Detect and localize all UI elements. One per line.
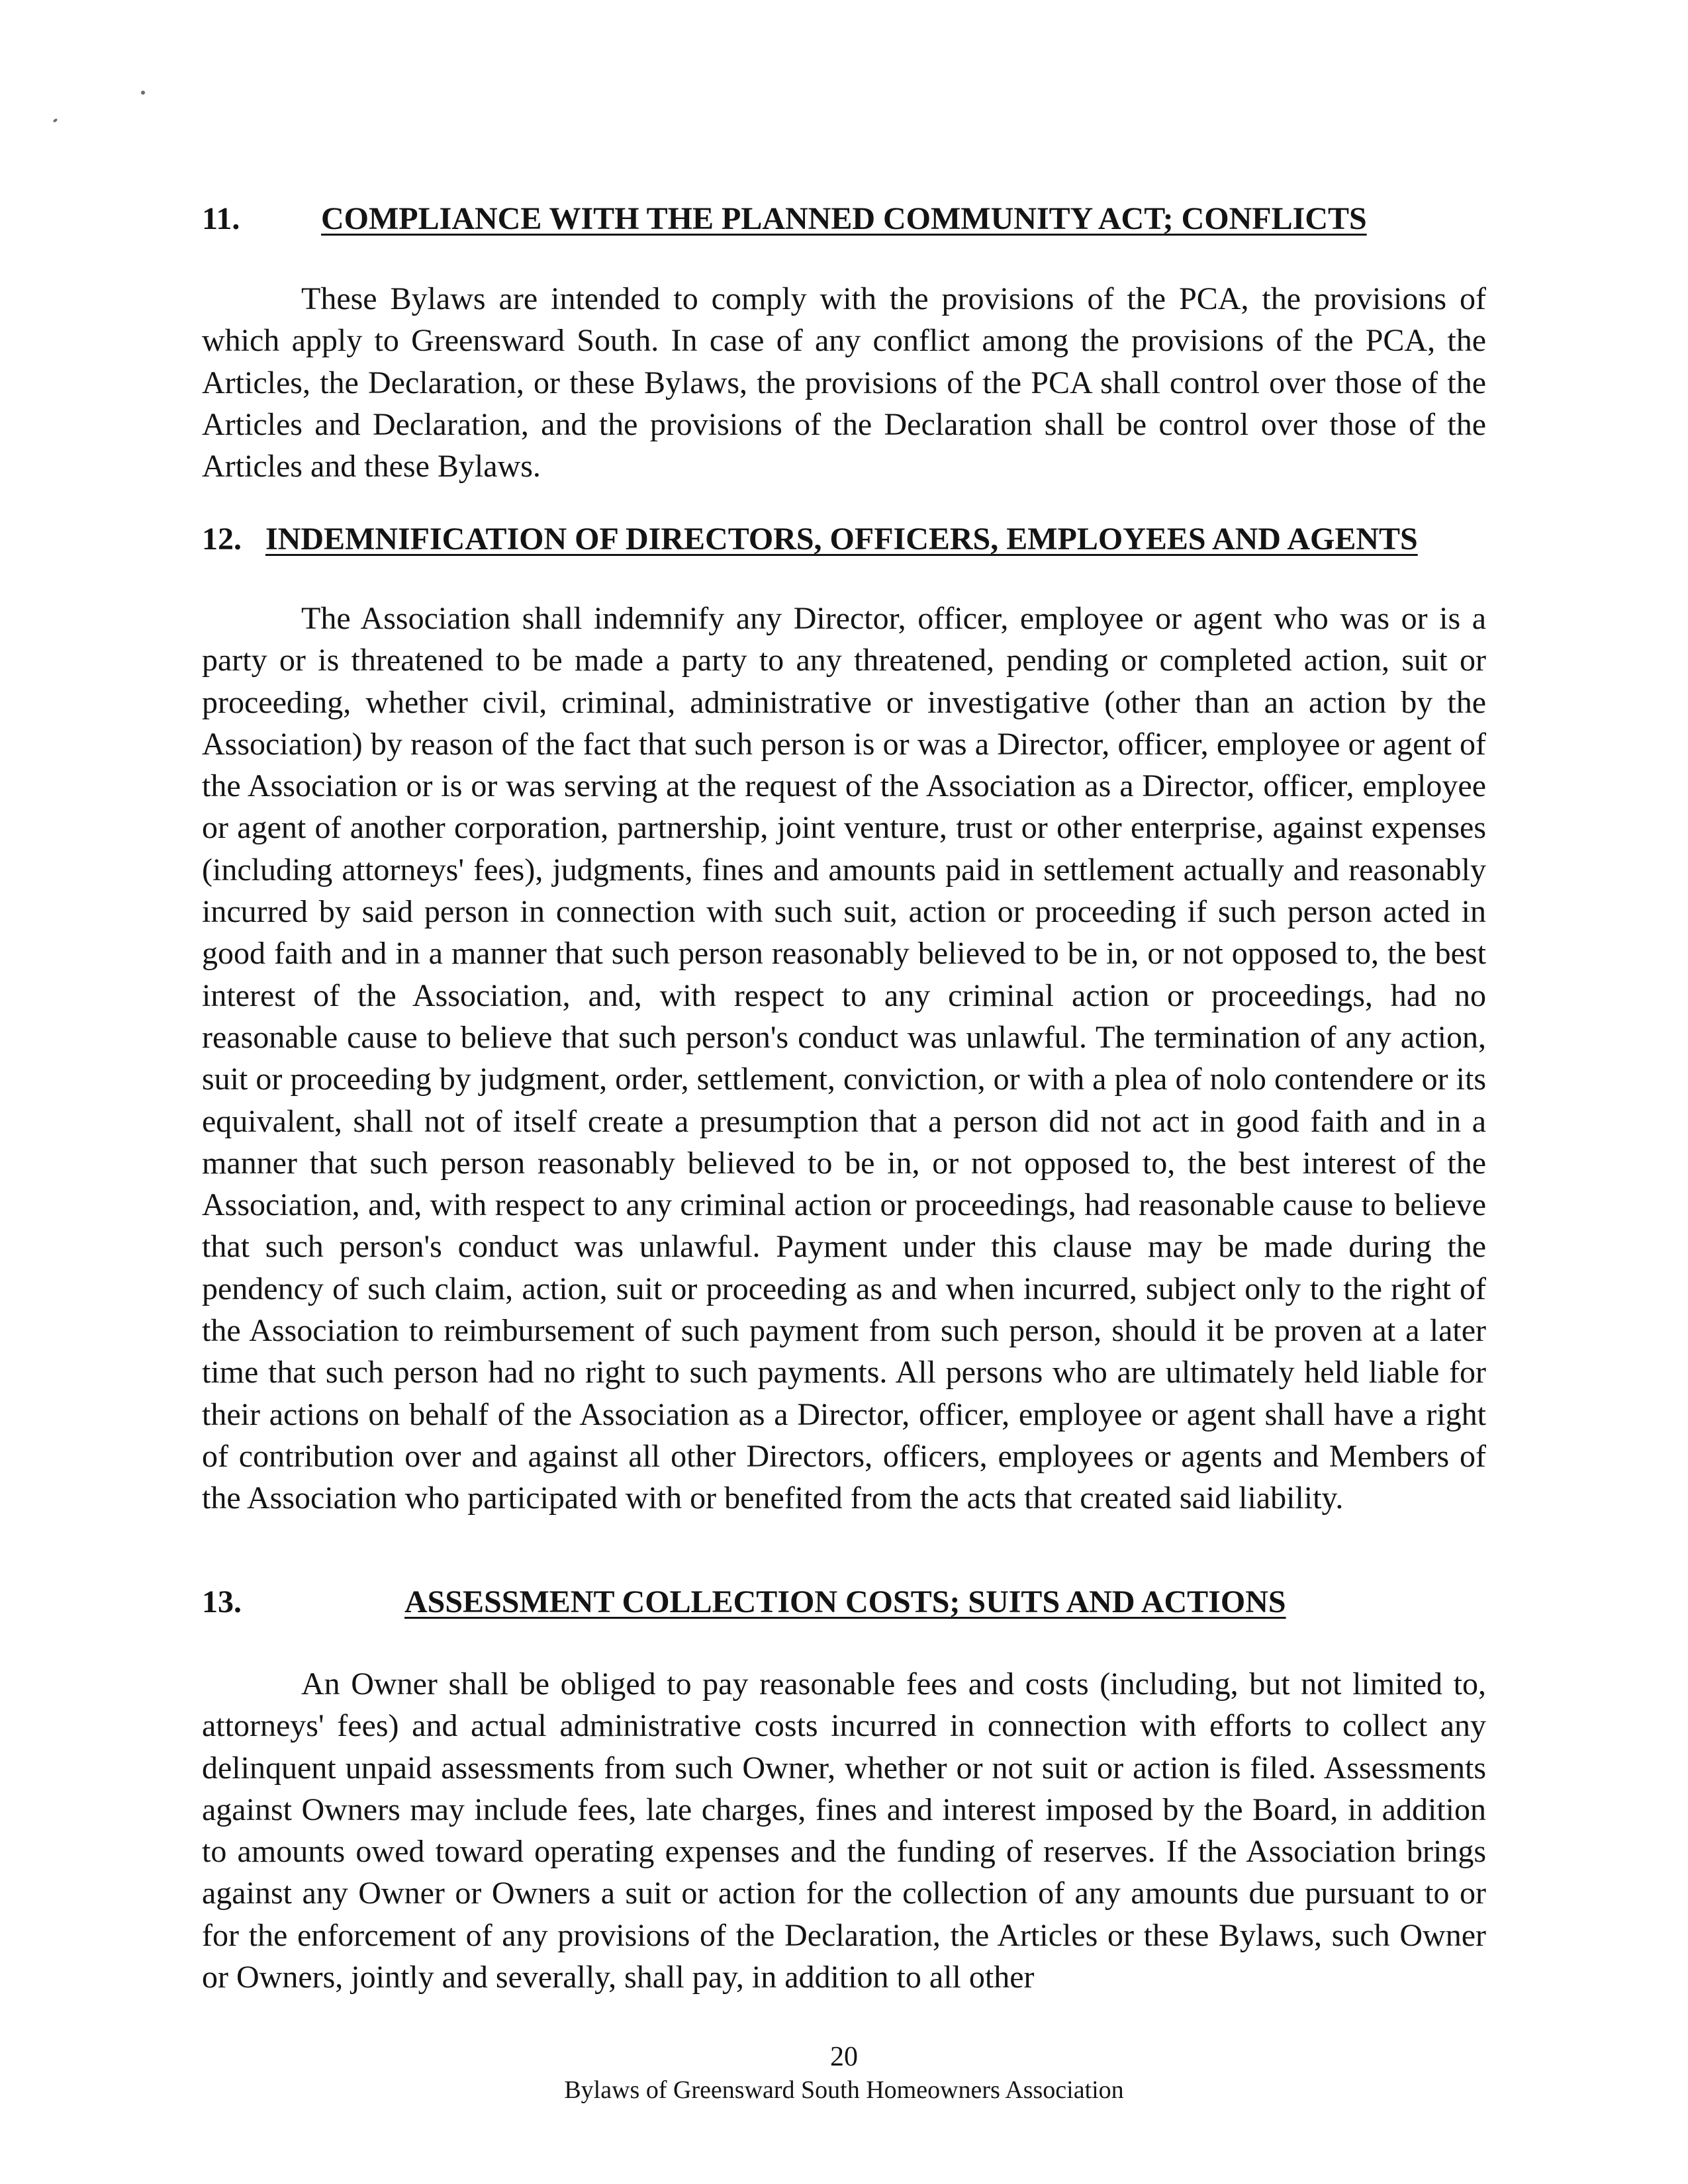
page-number: 20 bbox=[830, 2042, 858, 2072]
section-12-paragraph: The Association shall indemnify any Director, officer, employee or agent who was or is a party or is threatened to be made a party to any threatened, pending or completed action, suit or proceeding, whether civil, criminal, administrative or investigative (other than an action by the Association) by reason of the fact that such person is or was a Director, officer, employee or agent of the Association or is or was serving at the request of the Association as a Director, officer, employee or agent of another corporation, partnership, joint venture, trust or other enterprise, against expenses (including attorneys' fees), judgments, fines and amounts paid in settlement actually and reasonably incurred by said person in connection with such suit, action or proceeding if such person acted in good faith and in a manner that such person reasonably believed to be in, or not opposed to, the best interest of the Association, and, with respect to any criminal action or proceedings, had no reasonable cause to believe that such person's conduct was unlawful. The termination of any action, suit or proceeding by judgment, order, settlement, conviction, or with a plea of nolo contendere or its equivalent, shall not of itself create a presumption that a person did not act in good faith and in a manner that such person reasonably believed to be in, or not opposed to, the best interest of the Association, and, with respect to any criminal action or proceedings, had reasonable cause to believe that such person's conduct was unlawful. Payment under this clause may be made during the pendency of such claim, action, suit or proceeding as and when incurred, subject only to the right of the Association to reimbursement of such payment from such person, should it be proven at a later time that such person had no right to such payments. All persons who are ultimately held liable for their actions on behalf of the Association as a Director, officer, employee or agent shall have a right of contribution over and against all other Directors, officers, employees or agents and Members of the Association who participated with or benefited from the acts that created said liability. bbox=[202, 601, 1486, 1516]
section-title: INDEMNIFICATION OF DIRECTORS, OFFICERS, EMPLOYEES AND AGENTS bbox=[265, 522, 1418, 557]
section-12-heading bbox=[202, 518, 1486, 561]
section-title: COMPLIANCE WITH THE PLANNED COMMUNITY ACT; CONFLICTS bbox=[321, 201, 1367, 236]
section-11-heading bbox=[202, 197, 1486, 241]
section-13-paragraph: An Owner shall be obliged to pay reasonable fees and costs (including, but not limited to, attorneys' fees) and actual administrative costs incurred in connection with efforts to collect any delinquent unpaid assessments from such Owner, whether or not suit or action is filed. Assessments against Owners may include fees, late charges, fines and interest imposed by the Board, in addition to amounts owed toward operating expenses and the funding of reserves. If the Association brings against any Owner or Owners a suit or action for the collection of any amounts due pursuant to or for the enforcement of any provisions of the Declaration, the Articles or these Bylaws, such Owner or Owners, jointly and severally, shall pay, in addition to all other bbox=[202, 1666, 1486, 1995]
section-title: ASSESSMENT COLLECTION COSTS; SUITS AND ACTIONS bbox=[404, 1584, 1286, 1619]
scan-mark bbox=[52, 118, 58, 122]
document-page bbox=[202, 0, 1486, 2184]
footer-document-title: Bylaws of Greensward South Homeowners Association bbox=[564, 2076, 1124, 2104]
section-13-heading bbox=[202, 1580, 1486, 1624]
section-number: 12. bbox=[202, 522, 242, 557]
scan-mark bbox=[141, 91, 145, 95]
section-number: 13. bbox=[202, 1584, 242, 1619]
section-11-paragraph: These Bylaws are intended to comply with the provisions of the PCA, the provisions of which apply to Greensward South. In case of any conflict among the provisions of the PCA, the Articles, the Declaration, or these Bylaws, the provisions of the PCA shall control over those of the Articles and Declaration, and the provisions of the Declaration shall be control over those of the Articles and these Bylaws. bbox=[202, 281, 1486, 484]
section-number: 11. bbox=[202, 201, 240, 236]
